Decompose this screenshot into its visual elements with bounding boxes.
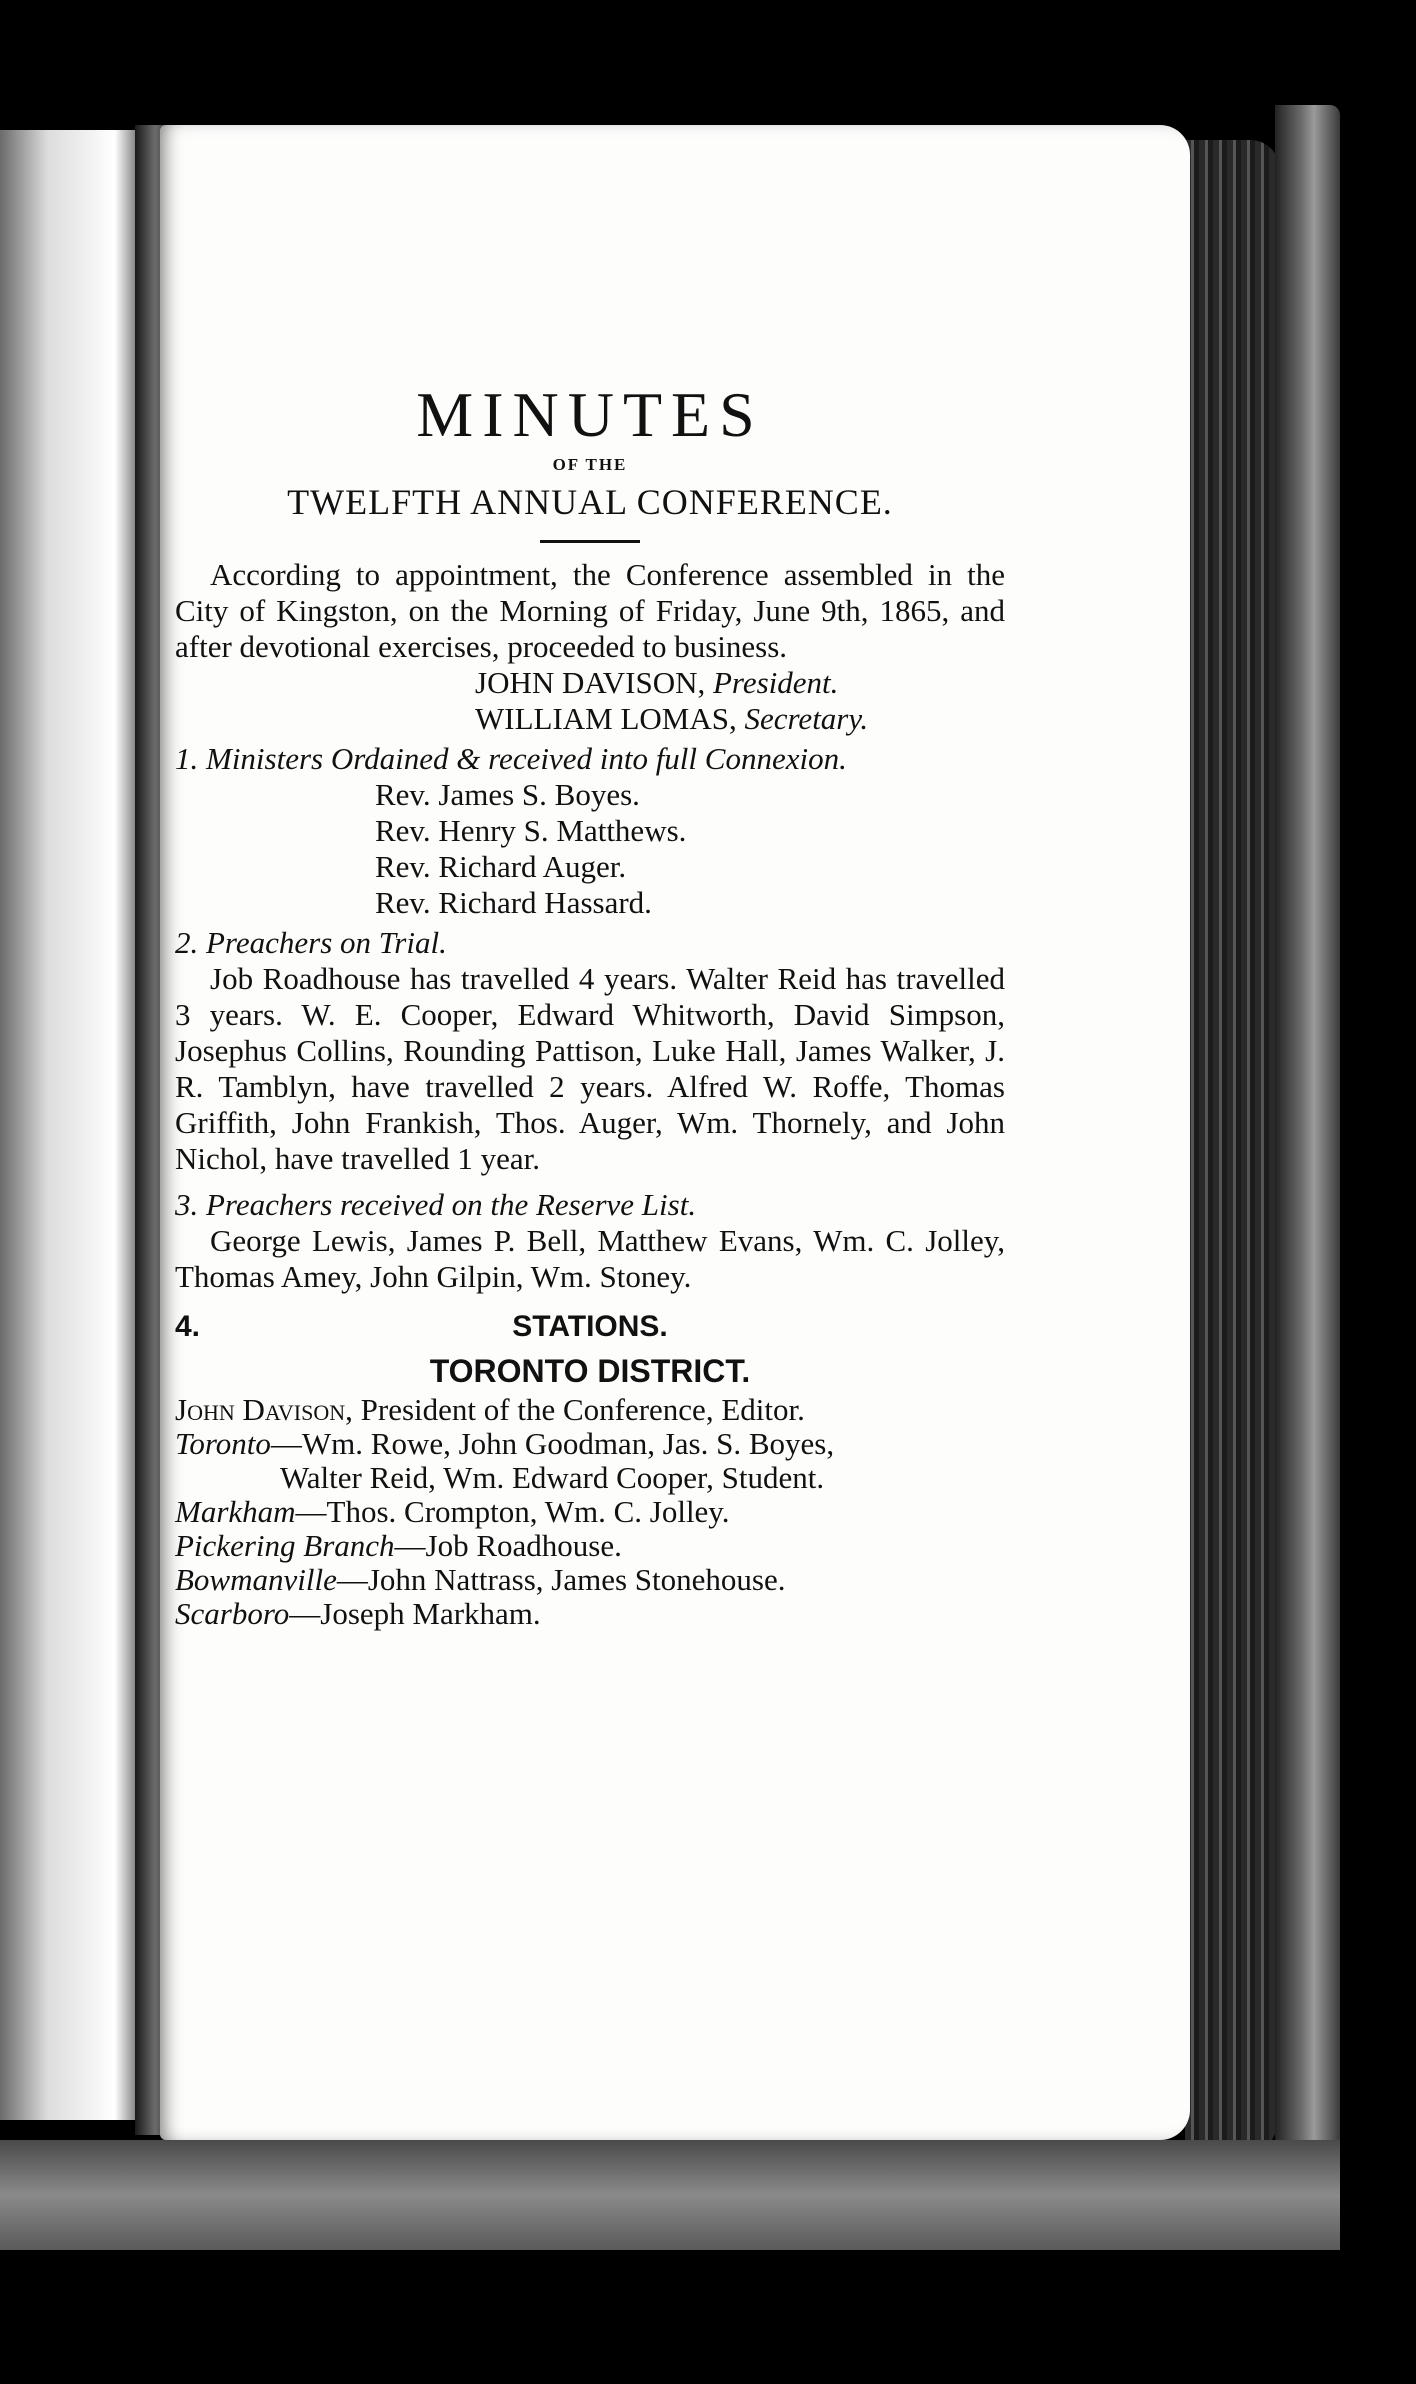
station-text: —Thos. Crompton, Wm. C. Jolley.: [295, 1494, 730, 1529]
station-text: Walter Reid, Wm. Edward Cooper, Student.: [280, 1460, 825, 1495]
station-place: Pickering Branch: [175, 1528, 395, 1563]
section-2-paragraph: Job Roadhouse has travelled 4 years. Walter Reid has travelled 3 years. W. E. Cooper, Edward Whitworth, David Simpson, Josephus Collins, Rounding Pattison, Luke Hall, James Walker, J. R. Tamblyn, have travelled 2 years. Alfred W. Roffe, Thomas Griffith, John Frankish, Thos. Auger, Wm. Thornely, and John Nichol, have travelled 1 year.: [175, 961, 1005, 1176]
list-item: Rev. James S. Boyes.: [375, 777, 640, 812]
station-line: [175, 1495, 1005, 1529]
station-text: —Joseph Markham.: [289, 1596, 541, 1631]
president-name: JOHN DAVISON,: [475, 665, 706, 700]
section-1-heading: 1. Ministers Ordained & received into full Connexion.: [175, 741, 847, 776]
intro-paragraph: According to appointment, the Conference assembled in the City of Kingston, on the Morning of Friday, June 9th, 1865, and after devotional exercises, proceeded to business.: [175, 557, 1005, 664]
station-line: [175, 1597, 1005, 1631]
list-item: Rev. Richard Auger.: [375, 849, 627, 884]
page-title: MINUTES: [416, 379, 764, 450]
left-page-edge: [0, 130, 135, 2120]
station-text: President of the Conference, Editor.: [352, 1392, 805, 1427]
station-text: —John Nattrass, James Stonehouse.: [336, 1562, 786, 1597]
conference-title: TWELFTH ANNUAL CONFERENCE.: [287, 482, 893, 522]
page-stack-edge: [1185, 140, 1280, 2170]
station-line-continuation: [280, 1461, 1005, 1495]
section-3-heading: 3. Preachers received on the Reserve List.: [175, 1187, 697, 1222]
signoff-secretary: [475, 701, 1005, 737]
station-line: [175, 1529, 1005, 1563]
station-line: [175, 1393, 1005, 1427]
book-cover-edge: [1275, 105, 1340, 2235]
section-2-heading: 2. Preachers on Trial.: [175, 925, 447, 960]
station-place: Scarboro: [175, 1596, 290, 1631]
secretary-role: Secretary.: [744, 701, 869, 736]
station-person: John Davison,: [175, 1392, 353, 1427]
bottom-cover-edge: [0, 2140, 1340, 2250]
station-place: Markham: [175, 1494, 296, 1529]
signoff-president: [475, 665, 1005, 701]
section-3-paragraph: George Lewis, James P. Bell, Matthew Evans, Wm. C. Jolley, Thomas Amey, John Gilpin, Wm. Stoney.: [175, 1223, 1005, 1294]
stations-heading-row: [175, 1305, 1005, 1349]
stations-heading: STATIONS.: [512, 1310, 668, 1343]
list-item: Rev. Henry S. Matthews.: [375, 813, 687, 848]
page-content: [175, 380, 1005, 1631]
station-place: Bowmanville: [175, 1562, 337, 1597]
list-item: Rev. Richard Hassard.: [375, 885, 652, 920]
station-text: —Job Roadhouse.: [394, 1528, 622, 1563]
ordained-list: [375, 777, 1005, 921]
secretary-name: WILLIAM LOMAS,: [475, 701, 737, 736]
station-line: [175, 1427, 1005, 1461]
section-4-number: 4.: [175, 1310, 201, 1343]
title-rule: [540, 540, 640, 543]
of-the-label: OF THE: [552, 455, 628, 474]
district-heading: TORONTO DISTRICT.: [429, 1353, 751, 1389]
station-line: [175, 1563, 1005, 1597]
station-text: —Wm. Rowe, John Goodman, Jas. S. Boyes,: [270, 1426, 835, 1461]
station-place: Toronto: [175, 1426, 271, 1461]
president-role: President.: [712, 665, 839, 700]
